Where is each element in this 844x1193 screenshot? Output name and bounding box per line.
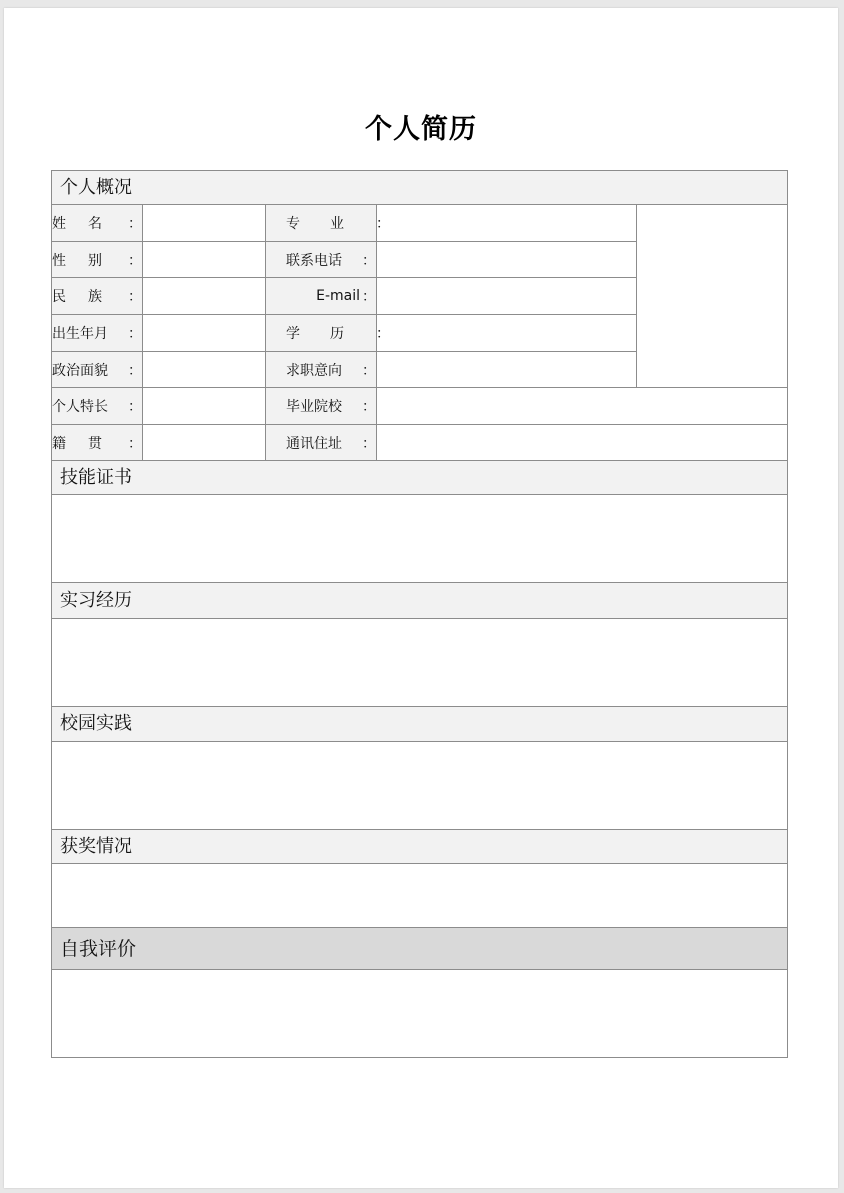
label-birth: 出生年月 ： xyxy=(52,315,143,352)
label-political: 政治面貌 ： xyxy=(52,352,143,388)
label-email: E-mail ： xyxy=(266,278,377,315)
value-specialty[interactable] xyxy=(143,388,266,425)
section-overview xyxy=(52,171,788,205)
value-ethnicity[interactable] xyxy=(143,278,266,315)
section-title-campus: 校园实践 xyxy=(52,707,788,742)
section-internship xyxy=(52,583,788,619)
section-campus xyxy=(52,707,788,742)
value-hometown[interactable] xyxy=(143,425,266,461)
section-title-self-eval: 自我评价 xyxy=(52,928,788,970)
value-gender[interactable] xyxy=(143,242,266,278)
label-gender: 性别 ： xyxy=(52,242,143,278)
value-political[interactable] xyxy=(143,352,266,388)
campus-content-area[interactable] xyxy=(52,742,788,830)
internship-content-area[interactable] xyxy=(52,619,788,707)
value-address[interactable] xyxy=(377,425,788,461)
resume-table xyxy=(51,170,788,1058)
row-specialty-school xyxy=(52,388,788,425)
value-phone[interactable] xyxy=(377,242,637,278)
self-eval-content-area[interactable] xyxy=(52,970,788,1058)
document-title: 个人简历 xyxy=(365,114,477,145)
value-email[interactable] xyxy=(377,278,637,315)
label-name-text: 姓名 xyxy=(52,216,124,232)
section-title-awards: 获奖情况 xyxy=(52,830,788,864)
label-major: 专业 ： xyxy=(266,205,377,242)
label-ethnicity: 民族 ： xyxy=(52,278,143,315)
awards-content-area[interactable] xyxy=(52,864,788,928)
label-school: 毕业院校 ： xyxy=(266,388,377,425)
section-title-skills: 技能证书 xyxy=(52,461,788,495)
document-page xyxy=(4,8,838,1188)
row-hometown-address xyxy=(52,425,788,461)
value-name[interactable] xyxy=(143,205,266,242)
section-body-campus xyxy=(52,742,788,830)
section-awards xyxy=(52,830,788,864)
photo-area[interactable] xyxy=(637,205,788,388)
value-education[interactable] xyxy=(377,315,637,352)
section-self-eval xyxy=(52,928,788,970)
label-specialty: 个人特长 ： xyxy=(52,388,143,425)
row-name-major xyxy=(52,205,788,242)
value-school[interactable] xyxy=(377,388,788,425)
section-body-self-eval xyxy=(52,970,788,1058)
label-hometown: 籍贯 ： xyxy=(52,425,143,461)
value-major[interactable] xyxy=(377,205,637,242)
section-skills xyxy=(52,461,788,495)
section-body-skills xyxy=(52,495,788,583)
section-body-awards xyxy=(52,864,788,928)
label-address: 通讯住址 ： xyxy=(266,425,377,461)
value-job-intent[interactable] xyxy=(377,352,637,388)
label-name: 姓名 ： xyxy=(52,205,143,242)
label-phone: 联系电话 ： xyxy=(266,242,377,278)
section-title-internship: 实习经历 xyxy=(52,583,788,619)
label-job-intent: 求职意向 ： xyxy=(266,352,377,388)
value-birth[interactable] xyxy=(143,315,266,352)
label-major-text: 专业 xyxy=(286,216,374,232)
section-title-overview: 个人概况 xyxy=(52,171,788,205)
section-body-internship xyxy=(52,619,788,707)
label-education: 学历 ： xyxy=(266,315,377,352)
skills-content-area[interactable] xyxy=(52,495,788,583)
